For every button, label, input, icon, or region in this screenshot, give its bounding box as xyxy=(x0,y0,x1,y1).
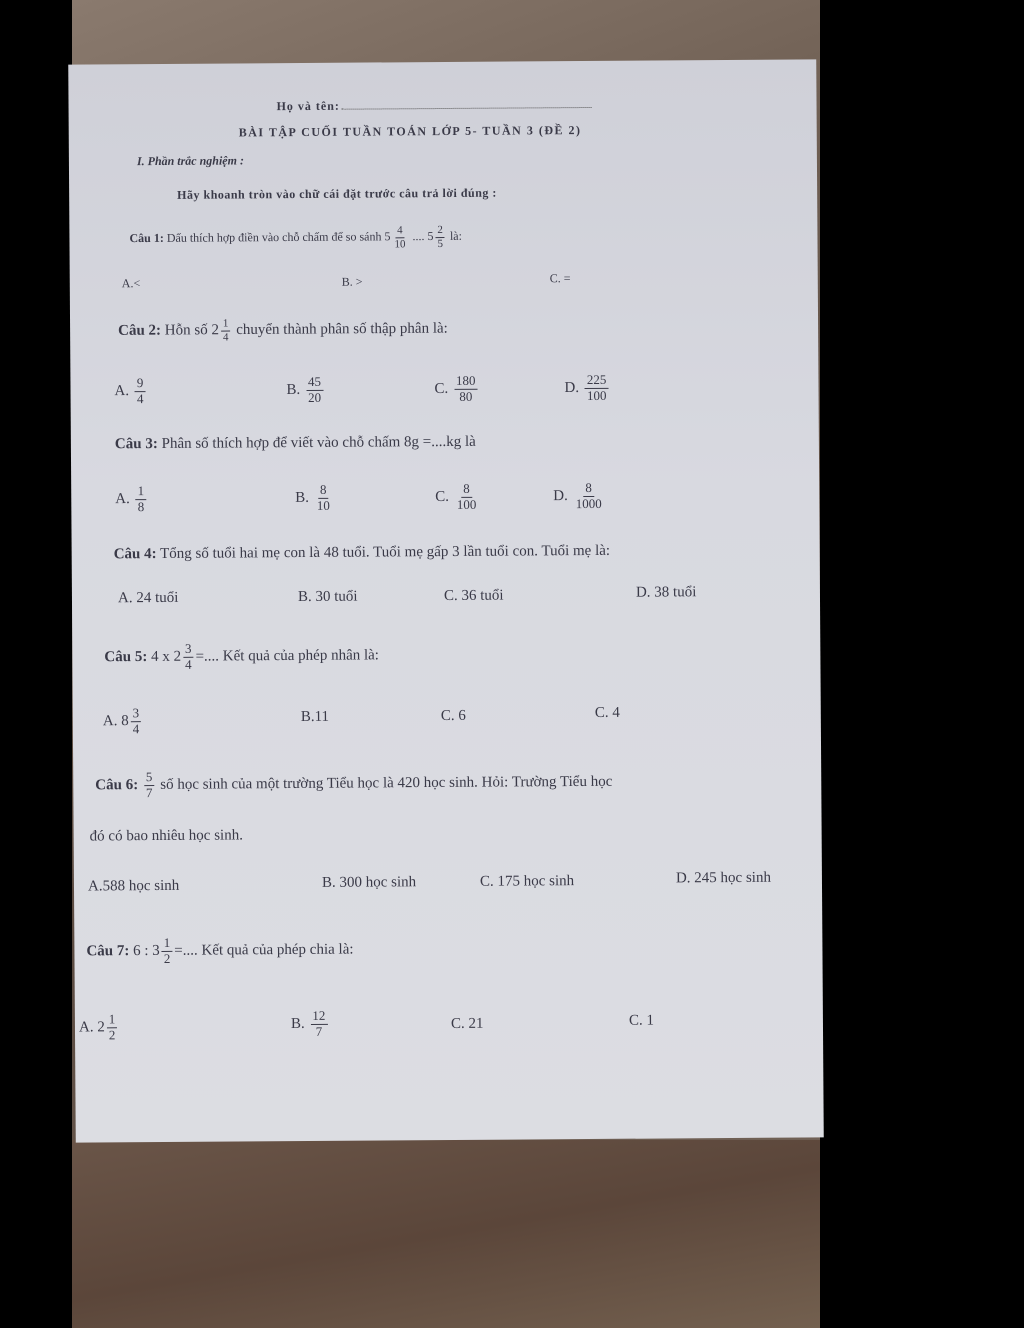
fraction xyxy=(107,1012,118,1043)
q2-option-d[interactable] xyxy=(564,373,610,404)
question-6 xyxy=(95,767,612,801)
numerator: 1 xyxy=(162,936,173,952)
numerator: 3 xyxy=(183,642,194,658)
option-letter: D. xyxy=(564,379,580,397)
denominator: 4 xyxy=(185,656,192,672)
fraction xyxy=(135,376,146,407)
option-letter: A. xyxy=(114,383,130,400)
option-letter: B. xyxy=(295,489,310,506)
q1-option-c[interactable]: C. = xyxy=(549,271,571,286)
fraction xyxy=(455,482,479,513)
question-text: chuyển thành phân số thập phân là: xyxy=(236,320,448,339)
q4-option-c[interactable]: C. 36 tuổi xyxy=(443,587,504,605)
question-text: Phân số thích hợp để viết vào chỗ chấm 8g =....kg là xyxy=(161,433,476,452)
q2-option-a[interactable] xyxy=(114,376,147,407)
section-heading: I. Phần trắc nghiệm : xyxy=(136,153,244,169)
numerator: 2 xyxy=(435,224,445,238)
denominator: 8 xyxy=(137,499,145,515)
mixed-whole: 5 xyxy=(384,229,391,244)
name-line xyxy=(276,97,591,114)
q6-option-a[interactable]: A.588 học sinh xyxy=(87,877,180,895)
option-letter: A. xyxy=(115,491,130,508)
question-5 xyxy=(104,640,379,673)
denominator: 7 xyxy=(315,1023,323,1039)
numerator: 8 xyxy=(583,481,594,497)
fraction xyxy=(136,484,147,515)
question-text: Hỗn số xyxy=(164,322,208,339)
expression: 4 x 2 xyxy=(150,648,182,665)
fraction xyxy=(585,373,609,404)
q6-option-c[interactable]: C. 175 học sinh xyxy=(479,873,575,890)
denominator: 100 xyxy=(586,387,607,403)
numerator: 12 xyxy=(310,1009,327,1025)
question-label: Câu 7: xyxy=(86,943,130,960)
q7-option-a[interactable] xyxy=(79,1012,120,1043)
q7-option-c[interactable]: C. 21 xyxy=(450,1015,484,1032)
question-text: Tổng số tuổi hai mẹ con là 48 tuổi. Tuổi mẹ gấp 3 lần tuổi con. Tuổi mẹ là: xyxy=(160,542,611,562)
question-label: Câu 4: xyxy=(113,546,157,563)
q5-option-d[interactable]: C. 4 xyxy=(594,704,620,721)
numerator: 8 xyxy=(461,482,472,498)
option-letter: B. xyxy=(290,1015,305,1032)
fraction xyxy=(310,1009,327,1040)
question-label: Câu 3: xyxy=(114,436,158,453)
numerator: 45 xyxy=(306,375,323,391)
denominator: 10 xyxy=(394,237,406,250)
question-tail: là: xyxy=(449,228,462,243)
denominator: 4 xyxy=(132,721,140,737)
fraction xyxy=(435,224,445,250)
question-text: =.... Kết quả của phép nhân là: xyxy=(195,647,380,665)
q1-option-a[interactable]: A.< xyxy=(121,276,141,291)
q1-option-b[interactable]: B. > xyxy=(341,274,363,289)
option-letter: C. xyxy=(434,380,449,397)
q3-option-b[interactable] xyxy=(295,483,334,514)
fraction xyxy=(454,374,478,405)
question-3 xyxy=(115,434,476,454)
denominator: 80 xyxy=(459,388,473,404)
numerator: 5 xyxy=(144,770,155,786)
numerator: 8 xyxy=(318,483,329,499)
denominator: 20 xyxy=(308,389,322,405)
question-6-continued: đó có bao nhiêu học sinh. xyxy=(89,827,243,845)
q3-option-c[interactable] xyxy=(435,482,480,513)
question-2 xyxy=(118,316,448,345)
q4-option-d[interactable]: D. 38 tuổi xyxy=(635,584,697,601)
fraction xyxy=(392,224,407,250)
fraction xyxy=(221,317,231,343)
mixed-whole: 2 xyxy=(211,322,220,339)
mixed-whole: 8 xyxy=(121,713,129,730)
question-label: Câu 5: xyxy=(104,648,148,666)
numerator: 3 xyxy=(131,706,142,722)
worksheet-paper xyxy=(68,59,824,1142)
mixed-whole: 5 xyxy=(427,228,434,244)
q3-option-a[interactable] xyxy=(115,484,148,515)
fraction xyxy=(574,481,604,512)
option-letter: C. xyxy=(435,488,450,505)
numerator: 4 xyxy=(395,224,405,238)
option-letter: D. xyxy=(553,488,568,505)
q3-option-d[interactable] xyxy=(553,481,606,512)
table-surface xyxy=(72,1140,820,1328)
denominator: 1000 xyxy=(575,495,602,512)
q2-option-c[interactable] xyxy=(434,374,479,405)
denominator: 100 xyxy=(456,496,477,512)
dots: .... xyxy=(412,229,425,244)
denominator: 5 xyxy=(437,237,444,250)
fraction xyxy=(315,483,332,514)
denominator: 4 xyxy=(136,391,144,407)
option-letter: A. xyxy=(102,713,118,730)
q4-option-b[interactable]: B. 30 tuổi xyxy=(297,588,358,606)
numerator: 1 xyxy=(107,1012,118,1028)
question-text: số học sinh của một trường Tiểu học là 420 học sinh. Hỏi: Trường Tiểu học xyxy=(160,773,613,793)
fraction xyxy=(162,936,173,967)
name-label: Họ và tên: xyxy=(276,98,340,114)
name-blank xyxy=(342,107,592,110)
numerator: 9 xyxy=(135,376,146,392)
question-label: Câu 1: xyxy=(129,230,164,246)
question-text: Dấu thích hợp điền vào chỗ chấm để so sánh xyxy=(166,229,382,245)
denominator: 10 xyxy=(316,497,330,513)
numerator: 180 xyxy=(454,374,478,390)
instruction: Hãy khoanh tròn vào chữ cái đặt trước câu trả lời đúng : xyxy=(177,185,497,202)
denominator: 4 xyxy=(222,331,229,344)
numerator: 225 xyxy=(585,373,609,389)
option-letter: A. xyxy=(78,1019,94,1036)
denominator: 7 xyxy=(145,784,153,801)
fraction xyxy=(306,375,323,406)
numerator: 1 xyxy=(221,317,231,331)
worksheet-title: BÀI TẬP CUỐI TUẦN TOÁN LỚP 5- TUẦN 3 (ĐỀ 2) xyxy=(238,123,582,140)
question-1 xyxy=(129,224,462,253)
question-text: =.... Kết quả của phép chia là: xyxy=(174,941,354,959)
denominator: 2 xyxy=(108,1027,116,1043)
fraction xyxy=(131,706,142,737)
question-label: Câu 6: xyxy=(95,777,139,794)
q7-option-d[interactable]: C. 1 xyxy=(628,1012,655,1029)
q4-option-a[interactable]: A. 24 tuổi xyxy=(117,589,179,607)
q6-option-b[interactable]: B. 300 học sinh xyxy=(321,874,417,891)
q5-option-b[interactable]: B.11 xyxy=(300,708,330,726)
question-7 xyxy=(86,935,353,968)
q7-option-b[interactable] xyxy=(291,1009,330,1040)
fraction xyxy=(183,642,194,673)
fraction xyxy=(144,770,155,801)
mixed-whole: 2 xyxy=(97,1019,105,1036)
numerator: 1 xyxy=(136,484,147,500)
q6-option-d[interactable]: D. 245 học sinh xyxy=(675,869,771,887)
denominator: 2 xyxy=(163,950,171,966)
q5-option-c[interactable]: C. 6 xyxy=(440,707,466,725)
question-4 xyxy=(114,543,611,563)
expression: 6 : 3 xyxy=(133,942,160,960)
q2-option-b[interactable] xyxy=(286,375,325,406)
question-label: Câu 2: xyxy=(118,322,162,339)
q5-option-a[interactable] xyxy=(103,706,144,737)
option-letter: B. xyxy=(286,381,301,398)
